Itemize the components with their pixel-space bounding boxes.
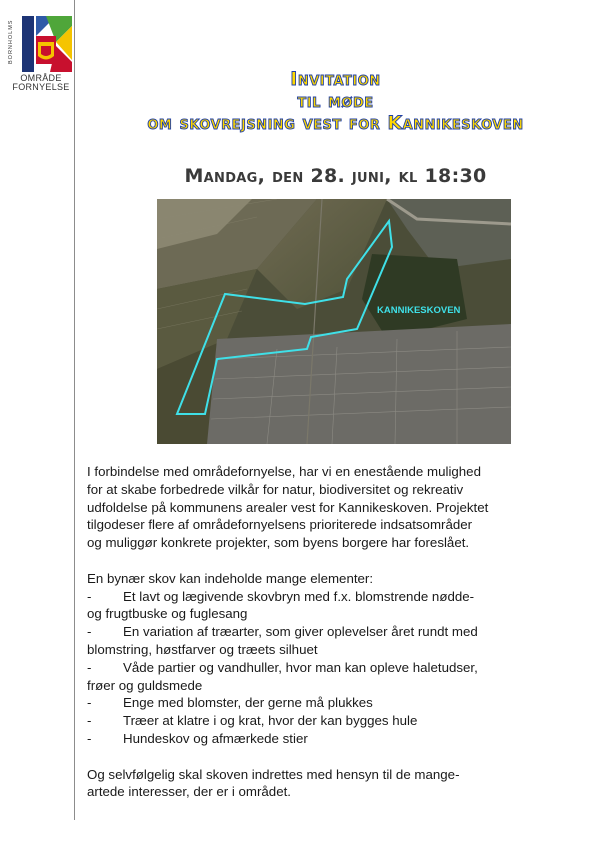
kannikeskoven-label: KANNIKESKOVEN xyxy=(377,305,461,316)
closing-line: Og selvfølgelig skal skoven indrettes med hensyn til de mange- xyxy=(87,766,460,782)
heading-line-2: til møde xyxy=(297,90,374,112)
list-item xyxy=(87,730,577,748)
list-dash: - xyxy=(87,713,92,729)
intro-line: I forbindelse med områdefornyelse, har vi en enestående mulighed xyxy=(87,464,481,479)
invitation-heading xyxy=(76,68,595,134)
aerial-map xyxy=(157,199,511,444)
list-item xyxy=(87,588,577,606)
logo-line-1: OMRÅDE xyxy=(20,73,62,83)
invitation-body xyxy=(87,463,577,801)
omraadefornyelse-logo xyxy=(8,12,74,92)
list-item xyxy=(87,623,577,641)
meeting-date: Mandag, den 28. juni, kl 18:30 xyxy=(184,165,487,187)
list-dash: - xyxy=(87,659,92,675)
logo-vertical-text: BORNHOLMS xyxy=(8,19,14,65)
intro-line: for at skabe forbedrede vilkår for natur, biodiversitet og rekreativ xyxy=(87,481,464,497)
list-item-line: Et lavt og lægivende skovbryn med f.x. blomstrende nødde- xyxy=(123,588,475,604)
list-item-line: og frugtbuske og fuglesang xyxy=(87,606,248,622)
closing-paragraph xyxy=(87,766,577,802)
list-dash: - xyxy=(87,624,92,640)
list-item-line: Våde partier og vandhuller, hvor man kan opleve haletudser, xyxy=(123,659,478,675)
list-dash: - xyxy=(87,695,92,711)
list-item-line: frøer og guldsmede xyxy=(87,677,203,693)
list-item-line: Enge med blomster, der gerne må plukkes xyxy=(123,695,373,711)
list-intro: En bynær skov kan indeholde mange elementer: xyxy=(87,570,374,586)
closing-line: artede interesser, der er i området. xyxy=(87,784,291,800)
intro-line: tilgodeser flere af områdefornyelsens prioriterede indsatsområder xyxy=(87,517,473,533)
list-dash: - xyxy=(87,730,92,746)
list-item-line: En variation af træarter, som giver oplevelser året rundt med xyxy=(123,624,478,640)
list-item-line: Hundeskov og afmærkede stier xyxy=(123,730,308,746)
logo-wordmark xyxy=(8,74,74,92)
list-item-line: Træer at klatre i og krat, hvor der kan bygges hule xyxy=(123,713,418,729)
list-item xyxy=(87,712,577,730)
intro-paragraph xyxy=(87,463,577,552)
list-item xyxy=(87,659,577,677)
list-item-line: blomstring, høstfarver og træets silhuet xyxy=(87,641,318,657)
margin-divider xyxy=(74,0,75,820)
heading-line-3: om skovrejsning vest for Kannikeskoven xyxy=(147,112,524,134)
heading-line-1: Invitation xyxy=(290,68,381,90)
intro-line: og muliggør konkrete projekter, som byens borgere har foreslået. xyxy=(87,535,470,551)
list-dash: - xyxy=(87,588,92,604)
logo-emblem-icon xyxy=(22,16,72,72)
list-item xyxy=(87,694,577,712)
intro-line: udfoldelse på kommunens arealer vest for Kannikeskoven. Projektet xyxy=(87,499,489,515)
element-list xyxy=(87,588,577,748)
logo-line-2: FORNYELSE xyxy=(12,82,70,92)
